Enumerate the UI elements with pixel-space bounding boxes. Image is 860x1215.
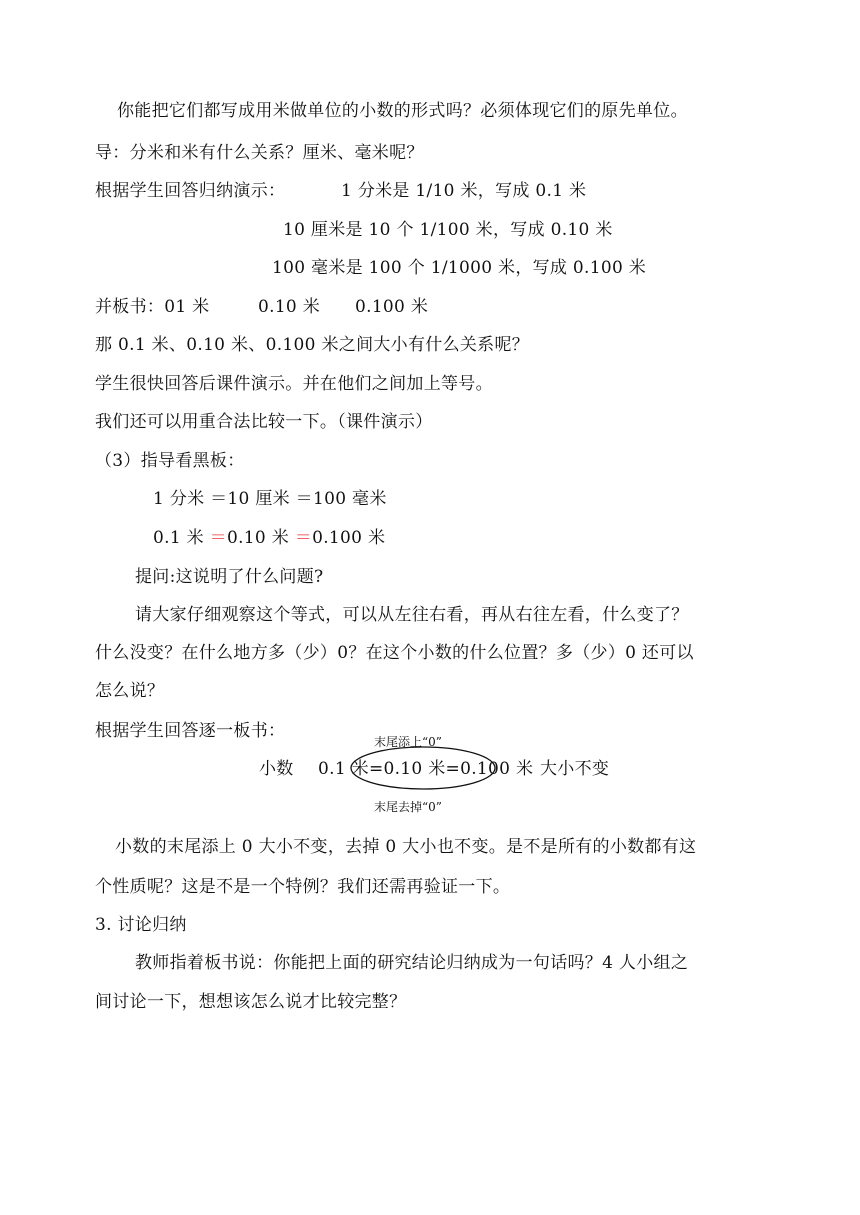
- guide-question-line: 导：分米和米有什么关系？厘米、毫米呢？: [95, 143, 424, 163]
- observation-line-3: 怎么说？: [95, 681, 165, 701]
- millimeter-conversion: 100 毫米是 100 个 1/1000 米，写成 0.100 米: [272, 258, 647, 278]
- observation-line-1: 请大家仔细观察这个等式，可以从左往右看，再从右往左看，什么变了？: [135, 605, 689, 625]
- overlap-method-line: 我们还可以用重合法比较一下。（课件演示）: [95, 412, 433, 432]
- property-equation: 0.1 米=0.10 米=0.100 米: [318, 759, 534, 779]
- student-answer-line: 学生很快回答后课件演示。并在他们之间加上等号。: [95, 374, 493, 394]
- step-3-heading: （3）指导看黑板：: [95, 451, 245, 471]
- relation-question: 那 0.1 米、0.10 米、0.100 米之间大小有什么关系呢？: [95, 335, 530, 355]
- board-sequence-intro: 根据学生回答逐一板书：: [95, 721, 286, 741]
- property-label-decimal: 小数: [259, 759, 294, 779]
- decimal-value-3: 0.100 米: [312, 528, 386, 548]
- teacher-prompt-line-1: 教师指着板书说：你能把上面的研究结论归纳成为一句话吗？4 人小组之: [135, 953, 689, 973]
- observation-line-2: 什么没变？在什么地方多（少）0？在这个小数的什么位置？多（少）0 还可以: [95, 643, 694, 663]
- conclusion-line-2: 个性质呢？这是不是一个特例？我们还需再验证一下。: [95, 877, 511, 897]
- conclusion-line-1: 小数的末尾添上 0 大小不变，去掉 0 大小也不变。是不是所有的小数都有这: [115, 837, 697, 857]
- equals-sign-1: ＝: [209, 528, 227, 548]
- centimeter-conversion: 10 厘米是 10 个 1/100 米，写成 0.10 米: [283, 220, 613, 240]
- question-prompt: 提问:这说明了什么问题?: [135, 567, 324, 587]
- property-label-unchanged: 大小不变: [540, 759, 610, 779]
- unit-equation: 1 分米 ＝10 厘米 ＝100 毫米: [153, 489, 387, 509]
- board-value-3: 0.100 米: [355, 297, 429, 317]
- decimeter-conversion: 1 分米是 1/10 米，写成 0.1 米: [341, 181, 587, 201]
- paragraph-line-1: 你能把它们都写成用米做单位的小数的形式吗？必须体现它们的原先单位。: [117, 101, 688, 121]
- equals-sign-2: ＝: [294, 528, 313, 548]
- annotation-remove-zero: 末尾去掉“0”: [374, 800, 442, 814]
- teacher-prompt-line-2: 间讨论一下，想想该怎么说才比较完整？: [95, 992, 407, 1012]
- board-value-2: 0.10 米: [258, 297, 321, 317]
- decimal-value-2: 0.10 米: [226, 528, 290, 548]
- demo-intro-line: 根据学生回答归纳演示：: [95, 181, 286, 201]
- section-3-heading: 3. 讨论归纳: [95, 915, 187, 935]
- decimal-value-1: 0.1 米: [153, 528, 204, 548]
- board-writing-label: 并板书：01 米: [95, 297, 210, 317]
- annotation-add-zero: 末尾添上“0”: [374, 735, 442, 749]
